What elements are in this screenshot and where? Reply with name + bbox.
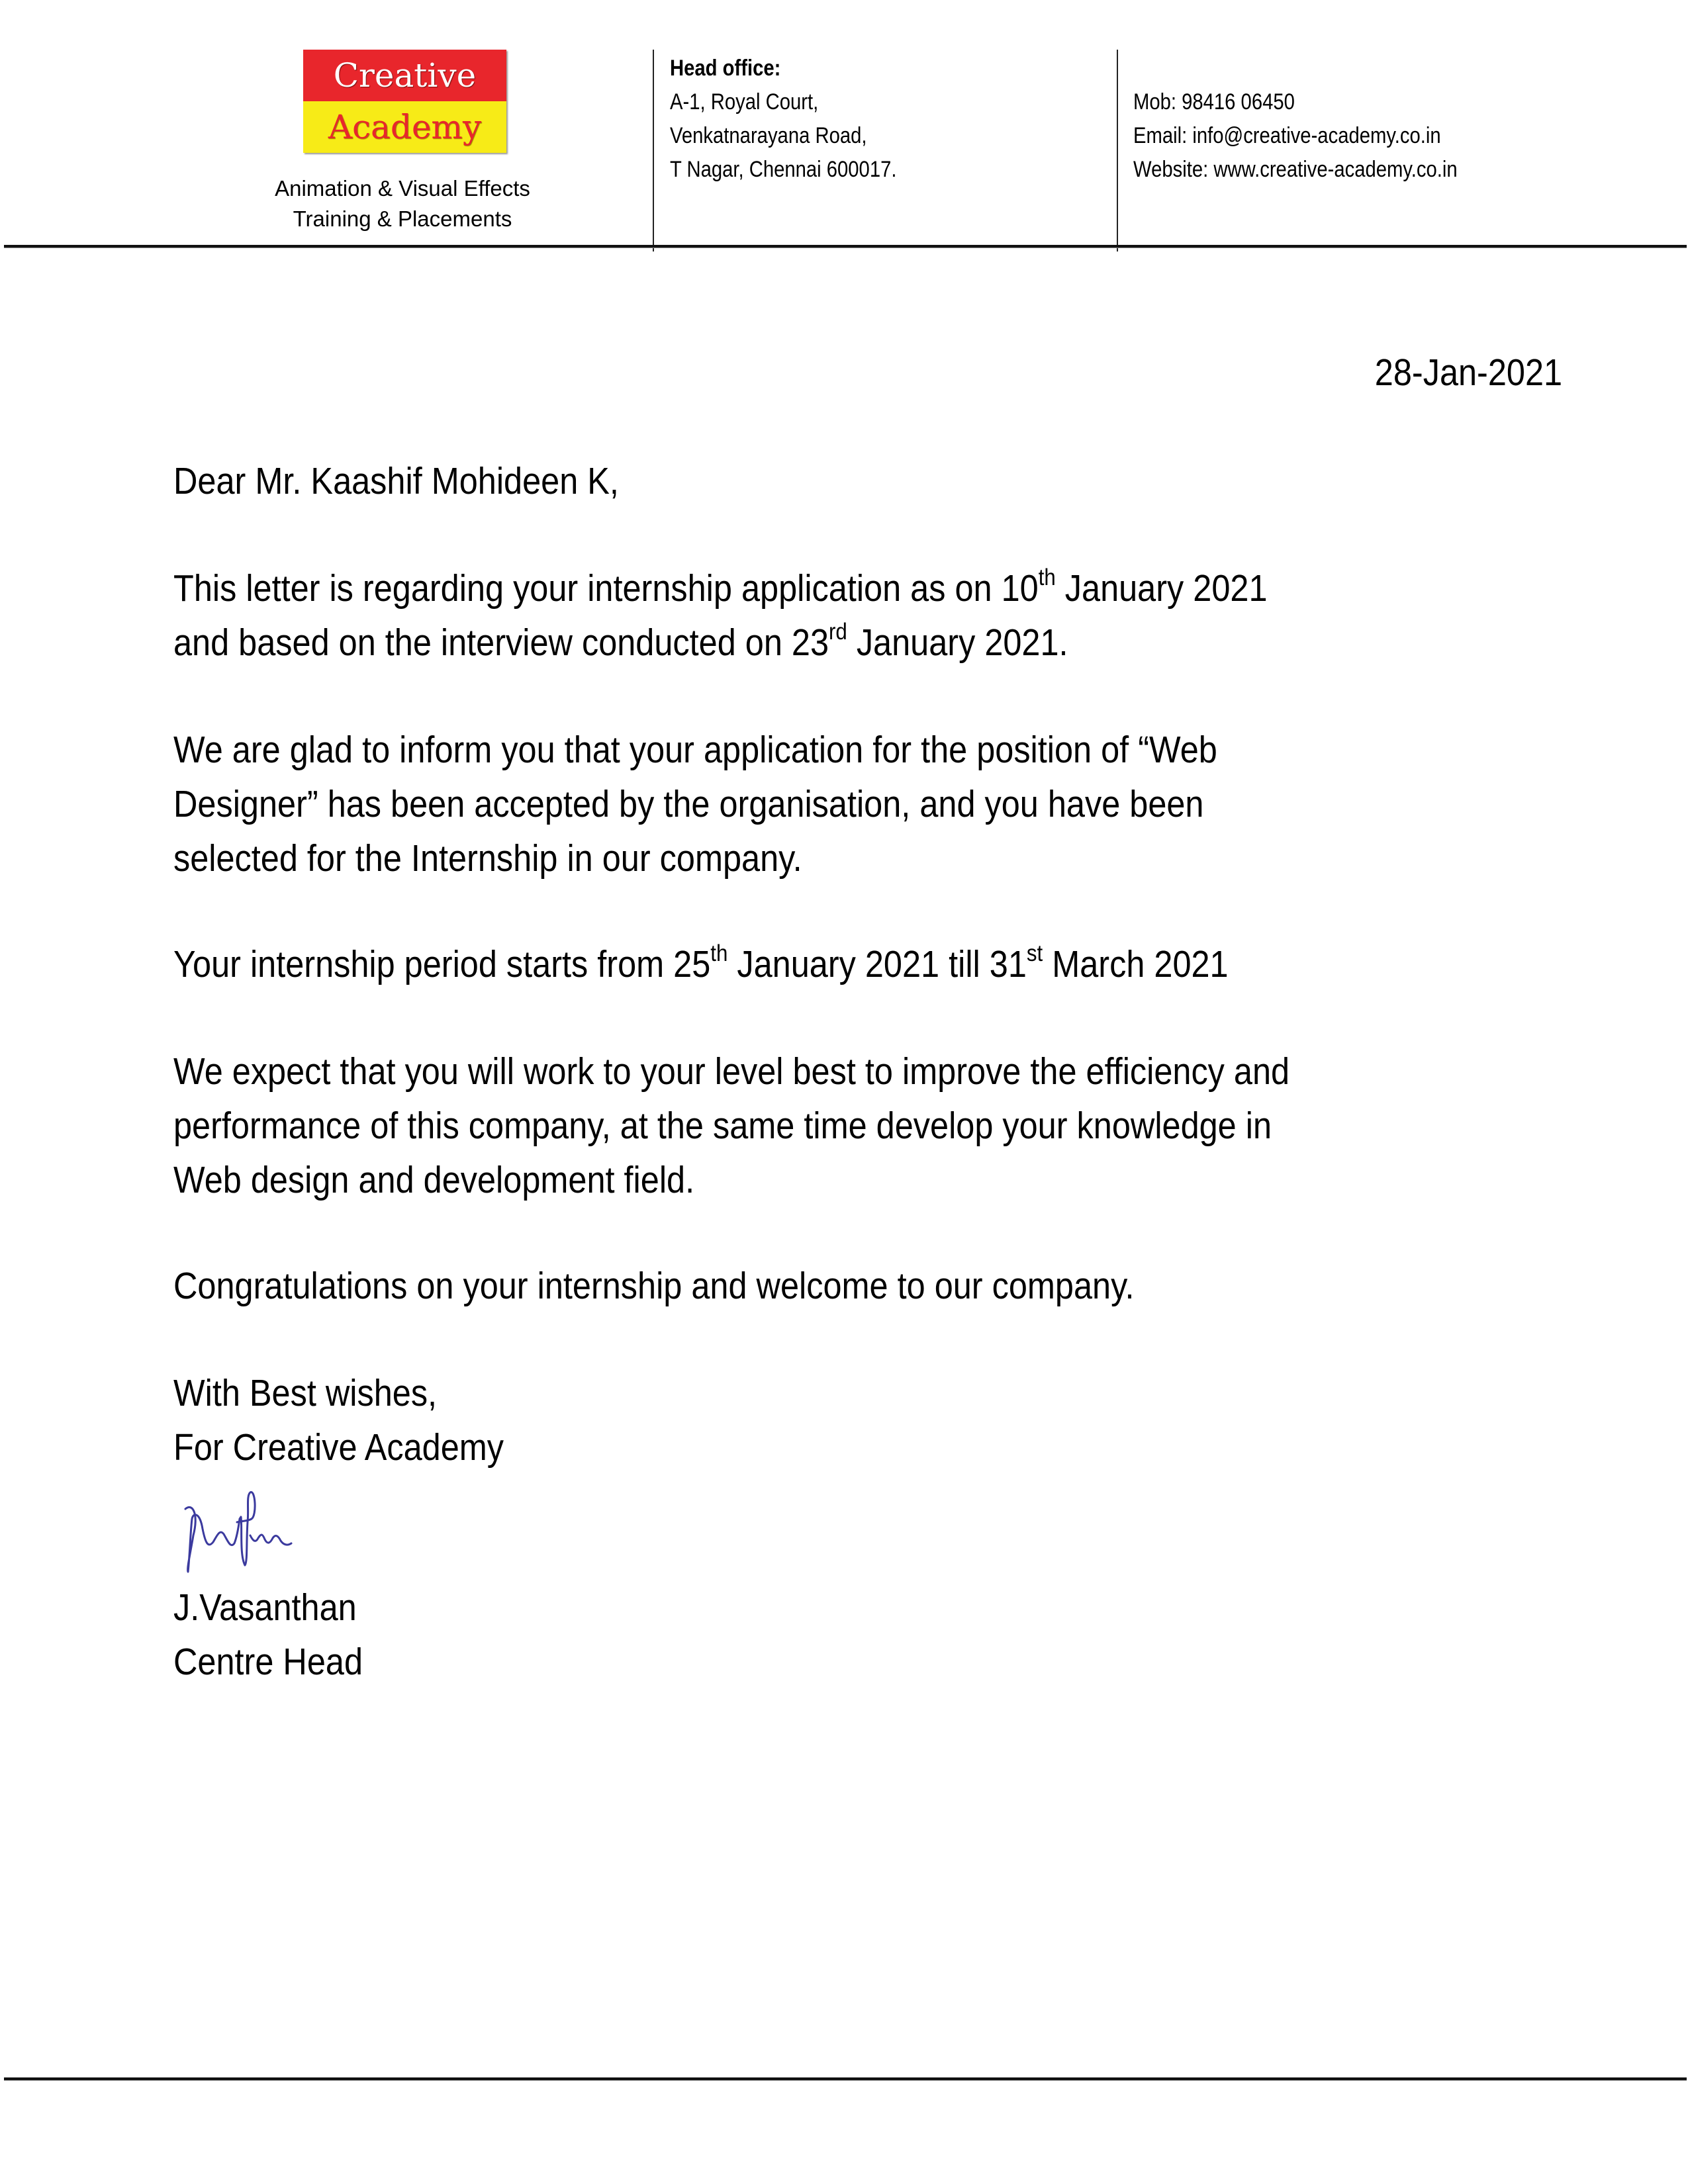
company-tagline (204, 173, 601, 234)
tagline-line-1: Animation & Visual Effects (275, 176, 530, 201)
ordinal-suffix: st (1026, 940, 1043, 966)
paragraph-1-line-1 (173, 561, 1268, 615)
paragraph-5: Congratulations on your internship and welcome to our company. (173, 1265, 1135, 1307)
logo-red-band (303, 50, 506, 101)
footer-rule (4, 2077, 1687, 2081)
address-line-1: A-1, Royal Court, (670, 89, 819, 114)
ordinal-suffix: rd (829, 618, 847, 645)
logo-word-creative: Creative (333, 56, 477, 95)
paragraph-4 (173, 1044, 1289, 1207)
paragraph-3 (173, 937, 1229, 991)
logo-word-academy: Academy (328, 108, 482, 146)
paragraph-2-line-1: We are glad to inform you that your application for the position of “Web (173, 729, 1217, 771)
tagline-line-2: Training & Placements (293, 206, 512, 231)
closing-line-1: With Best wishes, (173, 1372, 438, 1414)
handwritten-signature (173, 1489, 425, 1575)
paragraph-4-line-3: Web design and development field. (173, 1159, 695, 1201)
header-divider-1 (653, 50, 654, 251)
text-span: January 2021. (847, 621, 1068, 664)
paragraph-1-line-2 (173, 615, 1268, 670)
signatory-name: J.Vasanthan (173, 1586, 357, 1629)
closing (173, 1366, 504, 1475)
address-label: Head office: (670, 56, 781, 81)
contact-info (1133, 85, 1458, 187)
text-span: January 2021 (1055, 567, 1268, 610)
paragraph-3-line-1 (173, 937, 1229, 991)
text-span: This letter is regarding your internship application as on 10 (173, 567, 1039, 610)
ordinal-suffix: th (1038, 564, 1056, 590)
company-logo (303, 50, 506, 153)
salutation: Dear Mr. Kaashif Mohideen K, (173, 460, 619, 502)
contact-mobile: Mob: 98416 06450 (1133, 89, 1295, 114)
text-span: Your internship period starts from 25 (173, 943, 711, 985)
paragraph-2 (173, 723, 1217, 886)
letter-date: 28-Jan-2021 (1374, 351, 1562, 394)
signatory (173, 1580, 363, 1689)
address-line-2: Venkatnarayana Road, (670, 123, 867, 148)
text-span: January 2021 till 31 (727, 943, 1027, 985)
paragraph-4-line-1: We expect that you will work to your level best to improve the efficiency and (173, 1050, 1290, 1093)
head-office-address (670, 52, 896, 187)
logo-yellow-band (303, 101, 506, 153)
text-span: and based on the interview conducted on 23 (173, 621, 829, 664)
signatory-title: Centre Head (173, 1641, 363, 1683)
ordinal-suffix: th (710, 940, 728, 966)
paragraph-1 (173, 561, 1268, 670)
header-rule (4, 245, 1687, 248)
paragraph-2-line-2: Designer” has been accepted by the organisation, and you have been (173, 783, 1204, 825)
text-span: March 2021 (1043, 943, 1229, 985)
closing-line-2: For Creative Academy (173, 1426, 504, 1469)
contact-website[interactable]: Website: www.creative-academy.co.in (1133, 157, 1458, 182)
contact-email[interactable]: Email: info@creative-academy.co.in (1133, 123, 1441, 148)
header-divider-2 (1117, 50, 1118, 251)
paragraph-2-line-3: selected for the Internship in our company. (173, 837, 802, 880)
paragraph-4-line-2: performance of this company, at the same time develop your knowledge in (173, 1105, 1272, 1147)
address-line-3: T Nagar, Chennai 600017. (670, 157, 897, 182)
